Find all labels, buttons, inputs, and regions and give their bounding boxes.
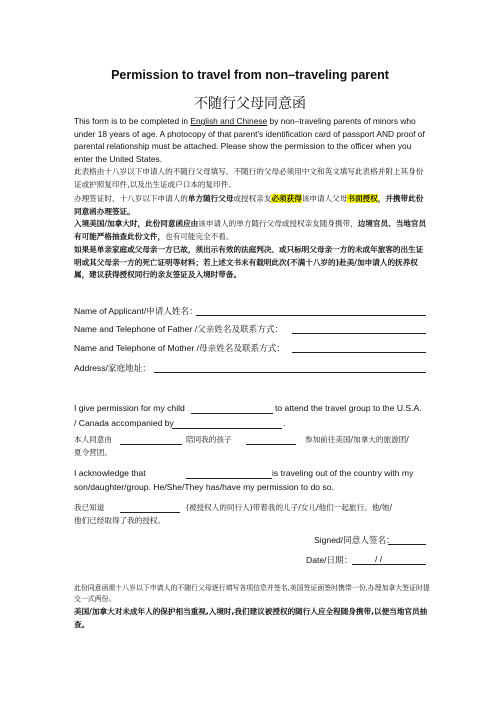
acknowledge-end: son/daughter/group. He/She/They has/have my permission to do so. [74,482,334,492]
entry-notice-d: 边境官员、当地官员有可能严格抽查此份文件， [74,219,427,241]
accompanied-label: / Canada accompanied by [74,418,174,428]
title-chinese: 不随行父母同意函 [194,96,306,112]
permission-cn-camp: 夏令营团。 [74,448,112,457]
footer-note: 此份同意函需十八岁以下申请人的不随行父母逐行填写各项信息并签名,美国签证面签时携带一份,办理加拿大签证时提交一式两份。 [74,584,430,603]
permission-cn-mid: 陪同我的孩子 [186,435,232,444]
visa-req-bold-parent: 单方随行父母 [187,194,234,203]
permission-cn-start: 本人同意由 [74,435,112,444]
traveler-name-field[interactable] [186,478,272,479]
entry-notice-b: 此份同意函应由 [145,219,199,228]
signed-label: Signed/同意人签名： [314,535,395,545]
father-field[interactable] [292,333,426,334]
intro-underlined-text: English and Chinese [190,116,268,126]
child-cn-field[interactable] [246,444,296,445]
companion-cn-field[interactable] [120,444,182,445]
entry-notice-e: 也有可能完全不看。 [165,231,234,241]
address-field[interactable] [154,372,426,373]
title-english: Permission to travel from non–traveling parent [111,68,389,82]
visa-requirement [74,193,430,218]
visa-req-part-c: 或授权亲友 [233,194,272,203]
footer-bold-note: 美国/加拿大对未成年人的保护相当重视,入境时,我们建议被授权的随行人应全程随身携带,以便当地官员抽查。 [74,607,428,629]
accompanied-by-field[interactable] [172,428,282,429]
applicant-label: Name of Applicant/申请人姓名： [74,306,198,316]
visa-req-highlight-written: 书面授权 [347,194,378,203]
acknowledge-cn-start: 我已知道 [74,503,105,512]
single-parent-notice: 如果是单亲家庭或父母亲一方已故，须出示有效的法庭判决、或只标明父母亲一方的未成年旅客的出生证明或其父母亲一方的死亡证明等材料；若上述文书未有载明此次(不满十八岁的)赴美/加申请人的抚养权属，建议获得授权同行的亲友签证及入境时带备。 [74,245,424,280]
visa-req-part-g: ，并携带此份同意函办理签证。 [74,194,424,216]
child-name-field[interactable] [191,413,273,414]
entry-notice [74,218,430,243]
intro-text-end: by non–traveling parents of minors who under 18 years of age. A photocopy of that parent's identification card of passport AND proof of parental relationship must be attached. Please show the permission to the officer when you enter the United States. [74,116,425,164]
date-label: Date/日期： [306,555,353,565]
intro-text-start: This form is to be completed in [74,116,191,126]
mother-field[interactable] [292,352,426,353]
intro-english [74,115,428,165]
permission-cn-end: 参加前往美国/加拿大的旅游团/ [305,435,409,444]
acknowledge-cn-end: 他们已经取得了我的授权。 [74,516,166,525]
address-label: Address/家庭地址： [74,363,151,373]
acknowledge-start: I acknowledge that [74,468,146,478]
visa-req-part-e: 该申请人父母 [301,194,348,203]
permission-en-start: I give permission for my child [74,403,185,413]
date-field[interactable] [352,564,426,565]
father-label: Name and Telephone of Father /父亲姓名及联系方式： [74,324,284,334]
entry-notice-c: 该申请人的单方随行父母或授权亲友随身携带， [198,219,358,228]
acknowledge-mid: is traveling out of the country with my [272,468,414,478]
permission-en-end: to attend the travel group to the U.S.A. [275,403,422,413]
entry-notice-a: 入境美国/加拿大时， [74,219,146,228]
applicant-field[interactable] [196,315,426,316]
acknowledge-cn-mid: (被授权人的同行人)带着我的儿子/女儿/他们一起旅行。他/她/ [186,503,392,512]
accompanied-period: . [283,418,286,428]
date-separators: / / [375,554,383,564]
visa-req-highlight-must: 必须获得 [271,194,302,203]
authorized-person-field[interactable] [120,512,180,513]
signature-field[interactable] [388,544,426,545]
mother-label: Name and Telephone of Mother /母亲姓名及联系方式： [74,343,285,353]
intro-chinese: 此表格由十八岁以下申请人的不随行父母填写。不随行的父母必须用中文和英文填写此表格并附上其身份证或护照复印件,以及出生证或户口本的复印件。 [74,167,424,189]
visa-req-part-a: 办理签证时，十八岁以下申请人的 [74,194,188,203]
